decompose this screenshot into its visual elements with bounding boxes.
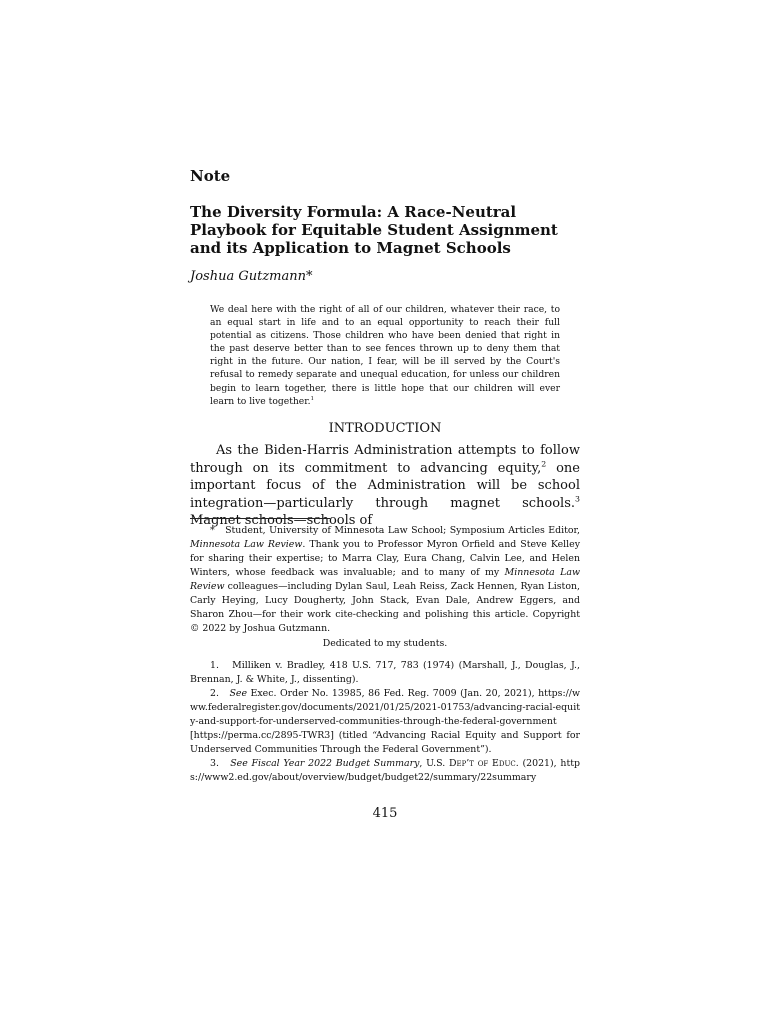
intro-paragraph: [190, 442, 580, 530]
section-label: Note: [190, 167, 231, 185]
footnotes-numbered: [190, 659, 580, 785]
intro-text-2: one important focus of the Administration will be school integration—particularly through magnet schools.: [190, 460, 580, 511]
footnote-star-mark: *: [210, 525, 215, 536]
journal-name: Minnesota Law Review: [190, 567, 580, 592]
author-note-mark: *: [306, 269, 313, 284]
footnote-1: [190, 659, 580, 687]
footnote-star-text-a: Student, University of Minnesota Law School; Symposium Articles Editor,: [225, 525, 580, 536]
footnote-text: Milliken v. Bradley, 418 U.S. 717, 783 (1974) (Marshall, J., Douglas, J., Brennan, J. & White, J., dissenting).: [190, 660, 581, 685]
footnote-ref-1[interactable]: 1: [310, 395, 315, 402]
journal-name: Minnesota Law Review: [190, 539, 303, 550]
epigraph-text: We deal here with the right of all of our children, whatever their race, to an equal start in life and to an equal opportunity to reach their full potential as citizens. Those children who have been denied that right in the past deserve better than to see fences thrown up to deny them that right in the future. Our nation, I fear, will be ill served by the Court's refusal to remedy separate and unequal education, for unless our children begin to learn together, there is little hope that our children will ever learn to live together.: [210, 304, 560, 407]
footnote-number: 1.: [210, 660, 219, 671]
cited-title: Fiscal Year 2022 Budget Summary: [247, 758, 420, 769]
footnote-star-text-b: . Thank you to Professor Myron Orfield and Steve Kelley for sharing their expertise; to Marra Clay, Eura Chang, Calvin Lee, and Helen Winters, whose feedback was invaluable; and to many of my: [190, 539, 580, 578]
footnote-2: [190, 687, 580, 757]
page-number: 415: [372, 806, 398, 821]
footnote-text: [https://perma.cc/2895-TWR3] (titled “Advancing Racial Equity and Support for Underserved Communities Through the Federal Government”).: [190, 730, 580, 755]
footnote-ref-2[interactable]: 2: [541, 459, 547, 469]
cited-agency: Dep’t of Educ.: [448, 758, 519, 769]
footnote-star: [190, 524, 580, 636]
citation-signal: See: [229, 688, 248, 699]
article-title: The Diversity Formula: A Race-Neutral Playbook for Equitable Student Assignment and its Application to Magnet Schools: [190, 203, 558, 257]
citation-link[interactable]: https://www.federalregister.gov/documents/2021/01/25/2021-01753/advancing-racial-equity-and-support-for-underserved-communities-through-the-federal-government: [190, 688, 580, 727]
footnote-star-text-c: colleagues—including Dylan Saul, Leah Reiss, Zack Hennen, Ryan Liston, Carly Heying, Lucy Dougherty, John Stack, Evan Dale, Andrew Eggers, and Sharon Zhou—for their work cite-checking and polishing this article. Copyright © 2022 by Joshua Gutzmann.: [190, 581, 580, 634]
footnote-number: 2.: [210, 688, 219, 699]
author-line: [190, 269, 580, 284]
footnote-divider: [190, 518, 330, 519]
footnote-number: 3.: [210, 758, 219, 769]
citation-signal: See: [230, 758, 248, 769]
intro-text-3: Magnet schools—schools of: [190, 513, 373, 528]
citation-link[interactable]: https://www2.ed.gov/about/overview/budget/budget22/summary/22summary: [190, 758, 580, 783]
dedication: Dedicated to my students.: [322, 638, 448, 649]
footnote-text: , U.S.: [419, 758, 449, 769]
author-name: Joshua Gutzmann: [190, 269, 306, 284]
epigraph: [210, 303, 560, 408]
footnote-3: [190, 757, 580, 785]
footnote-text: Exec. Order No. 13985, 86 Fed. Reg. 7009 (Jan. 20, 2021),: [247, 688, 539, 699]
intro-text-1: As the Biden-Harris Administration attempts to follow through on its commitment to advancing equity,: [190, 443, 580, 476]
footnote-ref-3[interactable]: 3: [575, 494, 580, 504]
section-heading: INTRODUCTION: [328, 421, 442, 436]
footnote-text: (2021),: [518, 758, 561, 769]
